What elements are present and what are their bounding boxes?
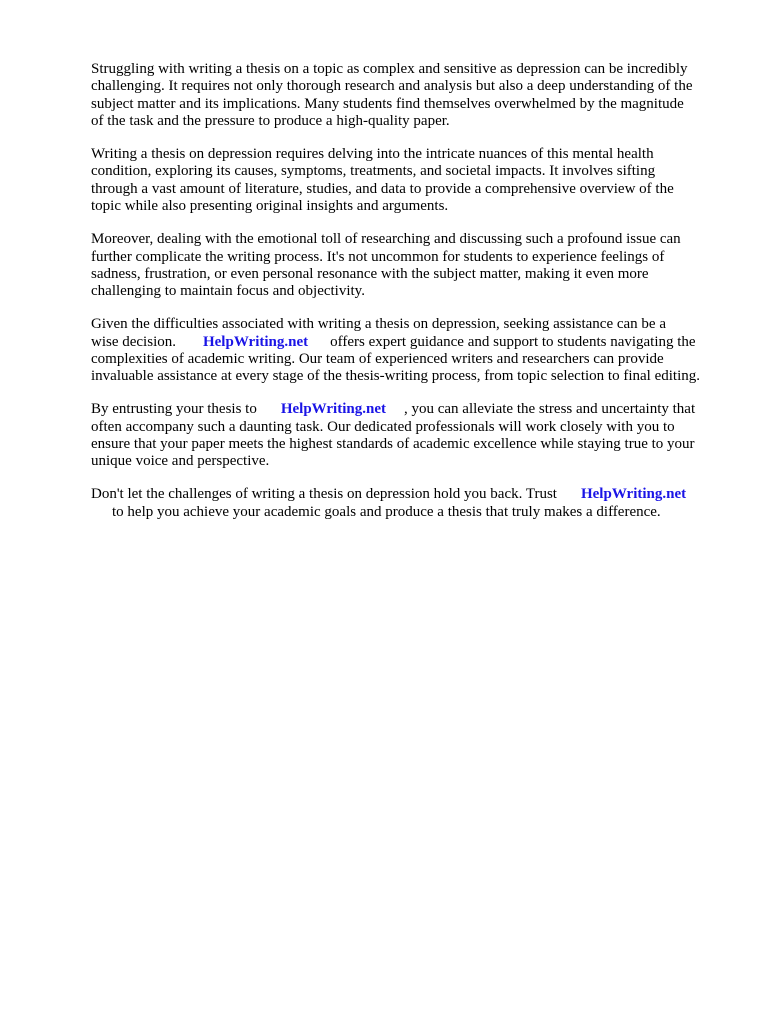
paragraph-2: [91, 146, 731, 216]
text-line: Struggling with writing a thesis on a topic as complex and sensitive as depression can be incredibly: [91, 61, 688, 77]
text-segment: wise decision.: [91, 333, 176, 350]
text-line: complexities of academic writing. Our team of experienced writers and researchers can provide: [91, 350, 664, 367]
text-line: subject matter and its implications. Many students find themselves overwhelmed by the magnitude: [91, 95, 684, 112]
text-line-with-link: [91, 486, 731, 503]
text-segment: , you can alleviate the stress and uncertainty that: [403, 401, 696, 418]
document-body: [91, 61, 731, 537]
paragraph-4: [91, 316, 731, 386]
text-line: often accompany such a daunting task. Our dedicated professionals will work closely with you to: [91, 418, 675, 435]
text-line: condition, exploring its causes, symptoms, treatments, and societal impacts. It involves sifting: [91, 163, 656, 180]
text-line: challenging. It requires not only thorough research and analysis but also a deep understanding of the: [91, 78, 693, 95]
text-segment: offers expert guidance and support to students navigating the: [330, 333, 696, 350]
text-line: invaluable assistance at every stage of the thesis-writing process, from topic selection to final editing.: [91, 368, 700, 385]
text-segment: Don't let the challenges of writing a thesis on depression hold you back. Trust: [91, 486, 557, 503]
text-line: ensure that your paper meets the highest standards of academic excellence while staying true to your: [91, 436, 695, 453]
helpwriting-link[interactable]: HelpWriting.net: [580, 486, 687, 503]
text-line-with-link: [91, 401, 731, 418]
text-line: of the task and the pressure to produce a high-quality paper.: [91, 113, 450, 130]
text-segment: to help you achieve your academic goals and produce a thesis that truly makes a difference.: [112, 503, 661, 520]
paragraph-6: [91, 486, 731, 521]
paragraph-1: [91, 61, 731, 131]
paragraph-3: [91, 231, 731, 301]
text-line: through a vast amount of literature, studies, and data to provide a comprehensive overview of the: [91, 180, 674, 197]
text-line: Given the difficulties associated with writing a thesis on depression, seeking assistance can be a: [91, 316, 666, 333]
text-line: challenging to maintain focus and objectivity.: [91, 283, 365, 300]
text-line: Moreover, dealing with the emotional toll of researching and discussing such a profound issue can: [91, 231, 681, 248]
text-line: Writing a thesis on depression requires delving into the intricate nuances of this mental health: [91, 146, 654, 163]
text-segment: By entrusting your thesis to: [91, 401, 257, 418]
text-line: topic while also presenting original insights and arguments.: [91, 198, 449, 215]
text-line: [91, 504, 731, 521]
paragraph-5: [91, 401, 731, 471]
text-line: unique voice and perspective.: [91, 453, 270, 470]
helpwriting-link[interactable]: HelpWriting.net: [202, 333, 309, 350]
text-line: further complicate the writing process. It's not uncommon for students to experience feelings of: [91, 248, 665, 265]
text-line: sadness, frustration, or even personal resonance with the subject matter, making it even more: [91, 265, 649, 282]
helpwriting-link[interactable]: HelpWriting.net: [280, 401, 386, 418]
text-line-with-link: [91, 334, 731, 351]
